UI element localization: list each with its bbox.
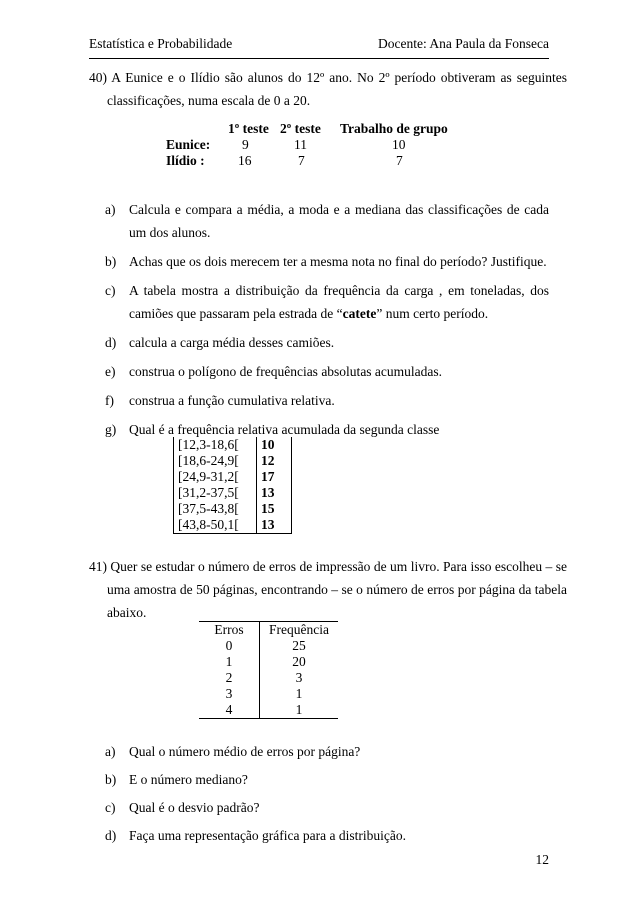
error-count: 1	[199, 654, 260, 670]
item-text: Qual é a frequência relativa acumulada da segunda classe	[129, 422, 440, 437]
road-name: catete	[342, 306, 377, 321]
table-row	[174, 453, 292, 469]
error-frequency: 25	[292, 638, 306, 653]
question-41-text: 41) Quer se estudar o número de erros de impressão de um livro. Para isso escolheu – se uma amostra de 50 páginas, encontrando – se o número de erros por página da tabela abaixo.	[89, 559, 567, 620]
item-text: Qual o número médio de erros por página?	[129, 744, 361, 759]
list-item	[105, 250, 549, 273]
class-frequency: 13	[257, 517, 292, 534]
question-40-items	[105, 198, 549, 447]
item-text: E o número mediano?	[129, 772, 248, 787]
class-interval: [43,8-50,1[	[174, 517, 257, 534]
class-frequency: 12	[257, 453, 292, 469]
error-frequency: 3	[295, 670, 303, 685]
item-letter: e)	[105, 364, 116, 379]
class-frequency: 15	[257, 501, 292, 517]
error-count: 3	[199, 686, 260, 702]
error-count: 2	[199, 670, 260, 686]
item-text: Faça uma representação gráfica para a distribuição.	[129, 828, 406, 843]
class-frequency: 13	[257, 485, 292, 501]
grades-header-row	[166, 121, 460, 137]
grade-value: 16	[238, 153, 252, 168]
class-interval: [31,2-37,5[	[174, 485, 257, 501]
table-row	[199, 654, 338, 670]
col-group-work: Trabalho de grupo	[340, 121, 448, 136]
class-interval: [37,5-43,8[	[174, 501, 257, 517]
table-row	[174, 517, 292, 534]
page-number: 12	[535, 852, 549, 867]
class-interval: [18,6-24,9[	[174, 453, 257, 469]
list-item	[105, 389, 549, 412]
student-name: Ilídio :	[166, 153, 205, 168]
course-title: Estatística e Probabilidade	[89, 36, 233, 51]
grade-value: 7	[298, 153, 305, 168]
col-test-2: 2º teste	[280, 121, 321, 136]
list-item	[105, 796, 549, 819]
teacher-name: Docente: Ana Paula da Fonseca	[378, 36, 549, 51]
class-frequency: 10	[257, 437, 292, 453]
error-count: 4	[199, 702, 260, 719]
item-text: A tabela mostra a distribuição da frequência da carga , em toneladas, dos camiões que passaram pela estrada de “	[129, 283, 549, 321]
table-row	[174, 485, 292, 501]
error-count: 0	[199, 638, 260, 654]
grade-value: 10	[392, 137, 406, 152]
table-row	[174, 501, 292, 517]
class-interval: [12,3-18,6[	[174, 437, 257, 453]
item-letter: a)	[105, 744, 116, 759]
item-letter: d)	[105, 335, 117, 350]
list-item	[105, 418, 549, 441]
list-item	[105, 279, 549, 325]
question-41-items	[105, 740, 549, 852]
item-text: Achas que os dois merecem ter a mesma nota no final do período? Justifique.	[129, 254, 547, 269]
item-letter: f)	[105, 393, 114, 408]
item-text: Qual é o desvio padrão?	[129, 800, 260, 815]
table-row	[174, 469, 292, 485]
item-text: construa o polígono de frequências absolutas acumuladas.	[129, 364, 443, 379]
list-item	[105, 360, 549, 383]
grades-row-eunice	[166, 137, 460, 153]
error-frequency: 1	[260, 702, 339, 719]
grade-value: 7	[396, 153, 403, 168]
table-row	[174, 437, 292, 453]
errors-header-row	[199, 622, 338, 639]
col-test-1: 1º teste	[228, 121, 269, 136]
col-errors: Erros	[199, 622, 260, 639]
item-letter: c)	[105, 283, 116, 298]
item-text: ” num certo período.	[376, 306, 489, 321]
list-item	[105, 824, 549, 847]
grade-value: 9	[242, 137, 249, 152]
class-frequency: 17	[257, 469, 292, 485]
grades-table	[166, 121, 460, 169]
grade-value: 11	[294, 137, 307, 152]
error-frequency: 1	[295, 686, 303, 701]
item-text: calcula a carga média desses camiões.	[129, 335, 335, 350]
item-text: Calcula e compara a média, a moda e a mediana das classificações de cada um dos alunos.	[129, 202, 549, 240]
table-row	[199, 686, 338, 702]
item-text: construa a função cumulativa relativa.	[129, 393, 335, 408]
list-item	[105, 331, 549, 354]
grades-row-ilidio	[166, 153, 460, 169]
load-frequency-table	[173, 437, 292, 534]
student-name: Eunice:	[166, 137, 211, 152]
error-frequency: 20	[292, 654, 306, 669]
item-letter: d)	[105, 828, 117, 843]
question-40-text: 40) A Eunice e o Ilídio são alunos do 12º ano. No 2º período obtiveram as seguintes classificações, numa escala de 0 a 20.	[89, 70, 567, 108]
header-divider	[89, 58, 549, 59]
table-row	[199, 638, 338, 654]
page-header	[89, 36, 549, 56]
class-interval: [24,9-31,2[	[174, 469, 257, 485]
errors-table	[199, 621, 338, 719]
list-item	[105, 198, 549, 244]
list-item	[105, 740, 549, 763]
item-letter: g)	[105, 422, 117, 437]
item-letter: a)	[105, 202, 116, 217]
item-letter: c)	[105, 800, 116, 815]
list-item	[105, 768, 549, 791]
table-row	[199, 702, 338, 719]
table-row	[199, 670, 338, 686]
col-frequency: Frequência	[260, 622, 339, 639]
item-letter: b)	[105, 772, 117, 787]
item-letter: b)	[105, 254, 117, 269]
